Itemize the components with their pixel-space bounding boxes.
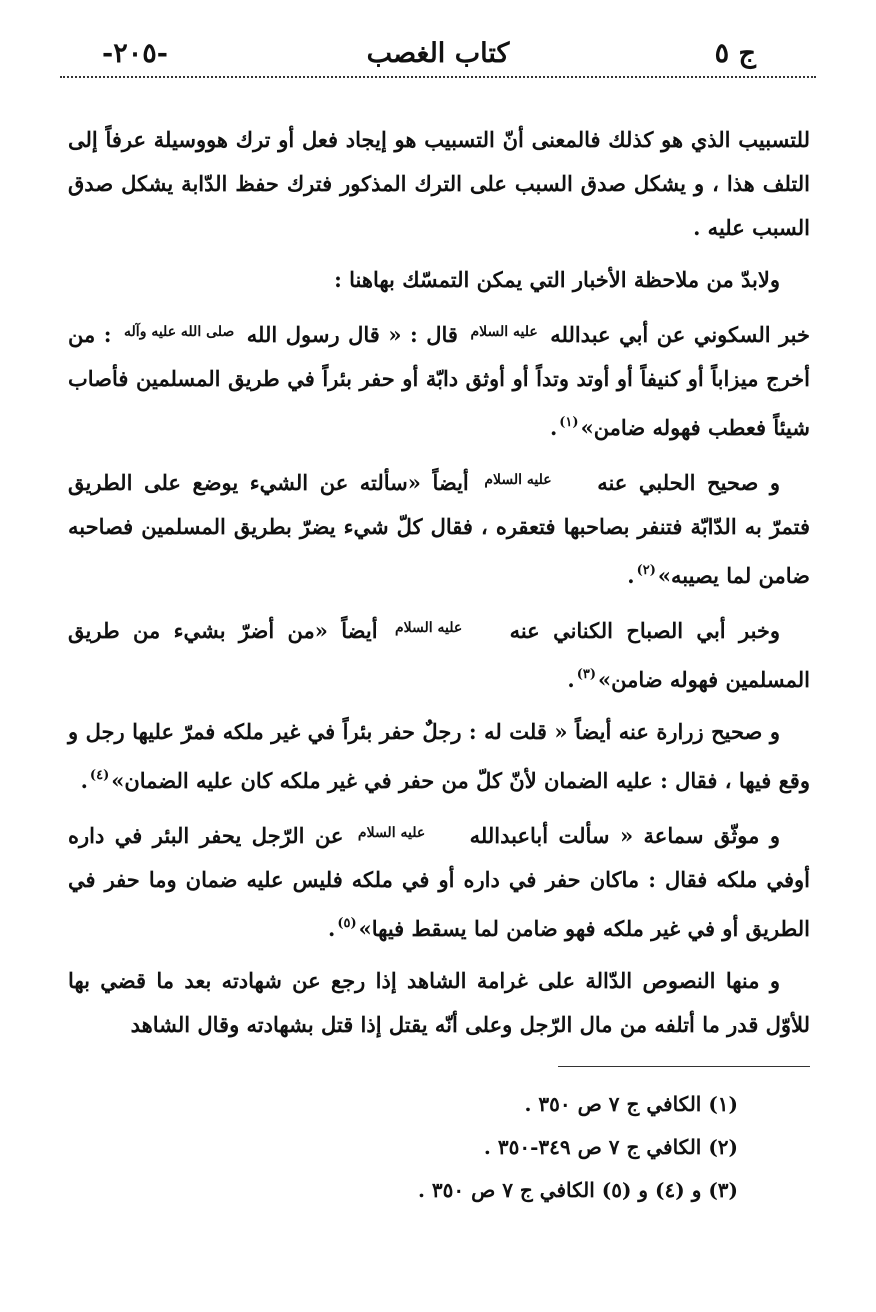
blessing-glyph-prophet: صلى الله عليه وآله: [124, 324, 235, 340]
paragraph-text: أيضاً «من أضرّ بشيء من طريق المسلمين فهوله ضامن»: [68, 618, 810, 692]
footnote-item: (٣) و (٤) و (٥) الكافي ج ٧ ص ٣٥٠ .: [417, 1178, 738, 1202]
paragraph: [68, 959, 810, 1047]
blessing-glyph: عليه السلام: [357, 825, 426, 841]
page-number: -٢٠٥-: [102, 38, 168, 69]
main-text: [68, 118, 810, 1055]
paragraph: [68, 118, 810, 250]
paragraph-text: : من أخرج ميزاباً أو كنيفاً أو أوتد وتداً أو أوثق دابّة أو حفر بئراً في طريق المسلمين فأصاب شيئاً فعطب فهوله ضامن»: [68, 322, 810, 440]
paragraph-text: و منها النصوص الدّالة على غرامة الشاهد إذا رجع عن شهادته بعد ما قضي بها للأوّل قدر ما أتلفه من مال الرّجل وعلى أنّه يقتل إذا قتل بشهادته وقال الشاهد: [68, 968, 810, 1037]
footnote-divider: [558, 1066, 810, 1067]
footnote-ref[interactable]: (٤): [89, 768, 110, 783]
paragraph-text: أيضاً «سألته عن الشيء يوضع على الطريق فتمرّ به الدّابّة فتنفر بصاحبها فتعقره ، فقال كلّ شيء يضرّ بطريق المسلمين فصاحبه ضامن لما يصيبه»: [68, 470, 810, 588]
paragraph-text: قال : « قال رسول الله: [246, 322, 458, 347]
paragraph-text: و موثّق سماعة « سألت أباعبدالله: [469, 823, 780, 848]
blessing-glyph: عليه السلام: [470, 324, 538, 340]
footnotes: [418, 1083, 738, 1212]
blessing-glyph: عليه السلام: [484, 472, 552, 488]
paragraph: [68, 811, 810, 951]
paragraph-text: و صحيح زرارة عنه أيضاً « قلت له : رجلٌ حفر بئراً في غير ملكه فمرّ عليها رجل و وقع فيها ، فقال : عليه الضمان لأنّ كلّ من حفر في غير ملكه كان عليه الضمان»: [68, 719, 810, 793]
footnote-ref[interactable]: (١): [559, 415, 579, 430]
paragraph-text: عن الرّجل يحفر البئر في داره أوفي ملكه فقال : ماكان حفر في داره أو في ملكه فليس عليه ضمان وما حفر في الطريق أو في غير ملكه فهو ضامن لما يسقط فيها»: [68, 823, 810, 941]
paragraph-text: و صحيح الحلبي عنه: [597, 470, 781, 495]
paragraph-end: .: [627, 563, 635, 588]
paragraph-text: ولابدّ من ملاحظة الأخبار التي يمكن التمسّك بهاهنا :: [334, 267, 780, 292]
footnote-item: (٢) الكافي ج ٧ ص ٣٤٩-٣٥٠ .: [483, 1135, 738, 1159]
paragraph-text: وخبر أبي الصباح الكناني عنه: [509, 618, 781, 643]
book-title: كتاب الغصب: [366, 38, 510, 69]
paragraph: [68, 310, 810, 450]
paragraph: [68, 606, 810, 702]
page-header: [60, 34, 816, 74]
footnote-ref[interactable]: (٥): [337, 916, 357, 931]
paragraph: [68, 258, 810, 302]
footnote-ref[interactable]: (٣): [576, 667, 597, 682]
paragraph-text: خبر السكوني عن أبي عبدالله: [550, 322, 810, 347]
footnote-item: (١) الكافي ج ٧ ص ٣٥٠ .: [524, 1092, 738, 1116]
paragraph-end: .: [328, 916, 336, 941]
blessing-glyph: عليه السلام: [394, 620, 463, 636]
footnote-ref[interactable]: (٢): [636, 563, 656, 578]
paragraph-text: للتسبيب الذي هو كذلك فالمعنى أنّ التسبيب هو إيجاد فعل أو ترك هووسيلة عرفاً إلى التلف هذا ، و يشكل صدق السبب على الترك المذكور فترك حفظ الدّابة يشكل صدق السبب عليه .: [68, 127, 810, 240]
header-divider: [60, 76, 816, 78]
paragraph-end: .: [549, 415, 558, 440]
paragraph: [68, 458, 810, 598]
paragraph-end: .: [567, 667, 575, 692]
paragraph: [68, 710, 810, 803]
paragraph-end: .: [80, 768, 88, 793]
volume-label: ج ٥: [714, 38, 756, 69]
